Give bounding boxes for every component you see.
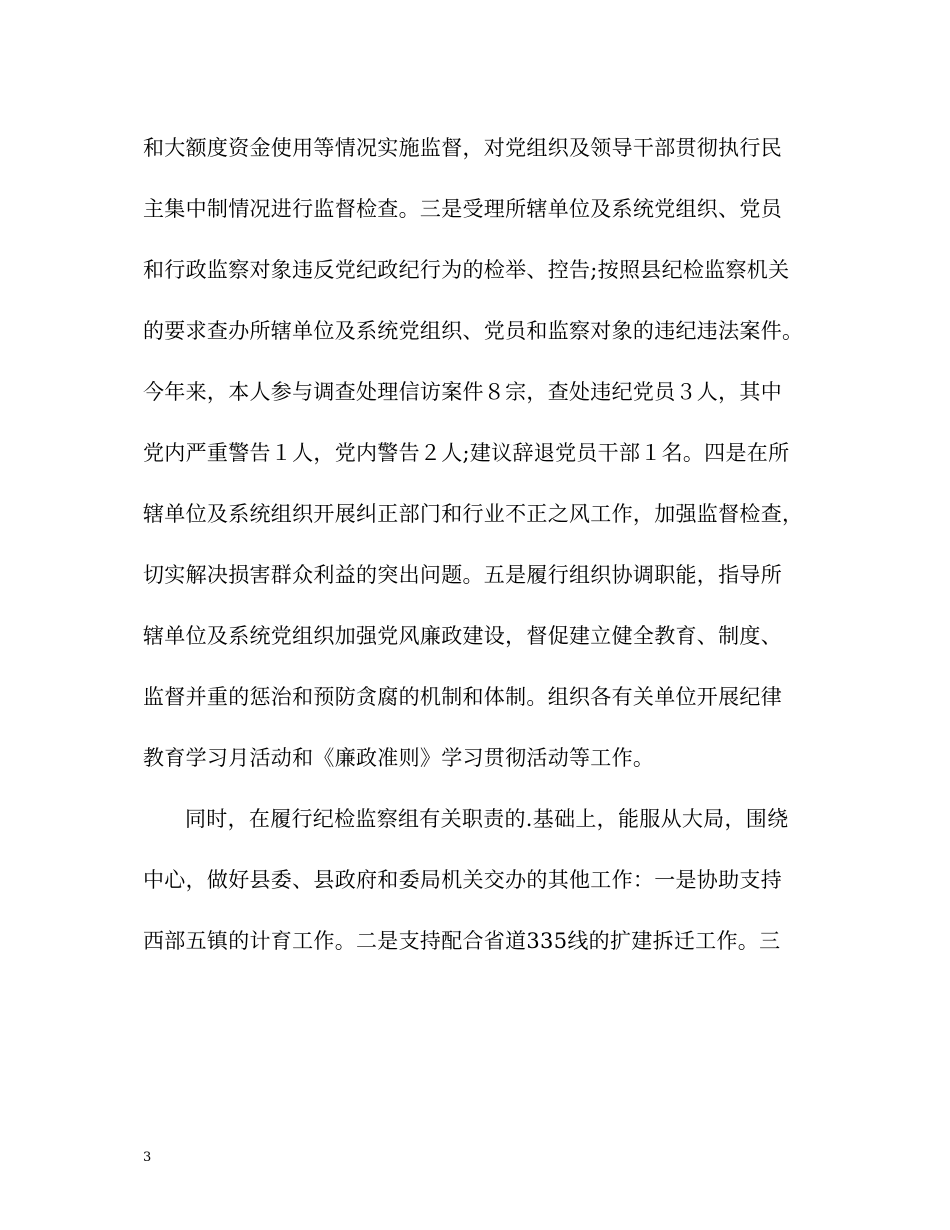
paragraph-first-line: 同时，在履行纪检监察组有关职责的.基础上，能服从大局，围绕 <box>185 807 789 831</box>
text-line: 监督并重的惩治和预防贪腐的机制和体制。组织各有关单位开展纪律 <box>143 685 782 709</box>
text-line: 辖单位及系统党组织加强党风廉政建设，督促建立健全教育、制度、 <box>143 624 782 648</box>
page-number: 3 <box>143 1150 152 1165</box>
text-line: 辖单位及系统组织开展纠正部门和行业不正之风工作，加强监督检查， <box>143 502 804 526</box>
body-text <box>143 118 823 972</box>
text-line: 主集中制情况进行监督检查。三是受理所辖单位及系统党组织、党员 <box>143 197 782 221</box>
text-line: 切实解决损害群众利益的突出问题。五是履行组织协调职能，指导所 <box>143 563 782 587</box>
text-line: 西部五镇的计育工作。二是支持配合省道335线的扩建拆迁工作。三 <box>143 929 781 953</box>
text-line: 和行政监察对象违反党纪政纪行为的检举、控告;按照县纪检监察机关 <box>143 258 790 282</box>
text-line: 中心，做好县委、县政府和委局机关交办的其他工作：一是协助支持 <box>143 868 782 892</box>
text-line: 党内严重警告１人，党内警告２人;建议辞退党员干部１名。四是在所 <box>143 441 790 465</box>
text-line: 的要求查办所辖单位及系统党组织、党员和监察对象的违纪违法案件。 <box>143 319 804 343</box>
text-line: 教育学习月活动和《廉政准则》学习贯彻活动等工作。 <box>143 746 655 770</box>
text-line: 今年来，本人参与调查处理信访案件８宗，查处违纪党员３人，其中 <box>143 380 782 404</box>
text-line: 和大额度资金使用等情况实施监督，对党组织及领导干部贯彻执行民 <box>143 136 782 160</box>
